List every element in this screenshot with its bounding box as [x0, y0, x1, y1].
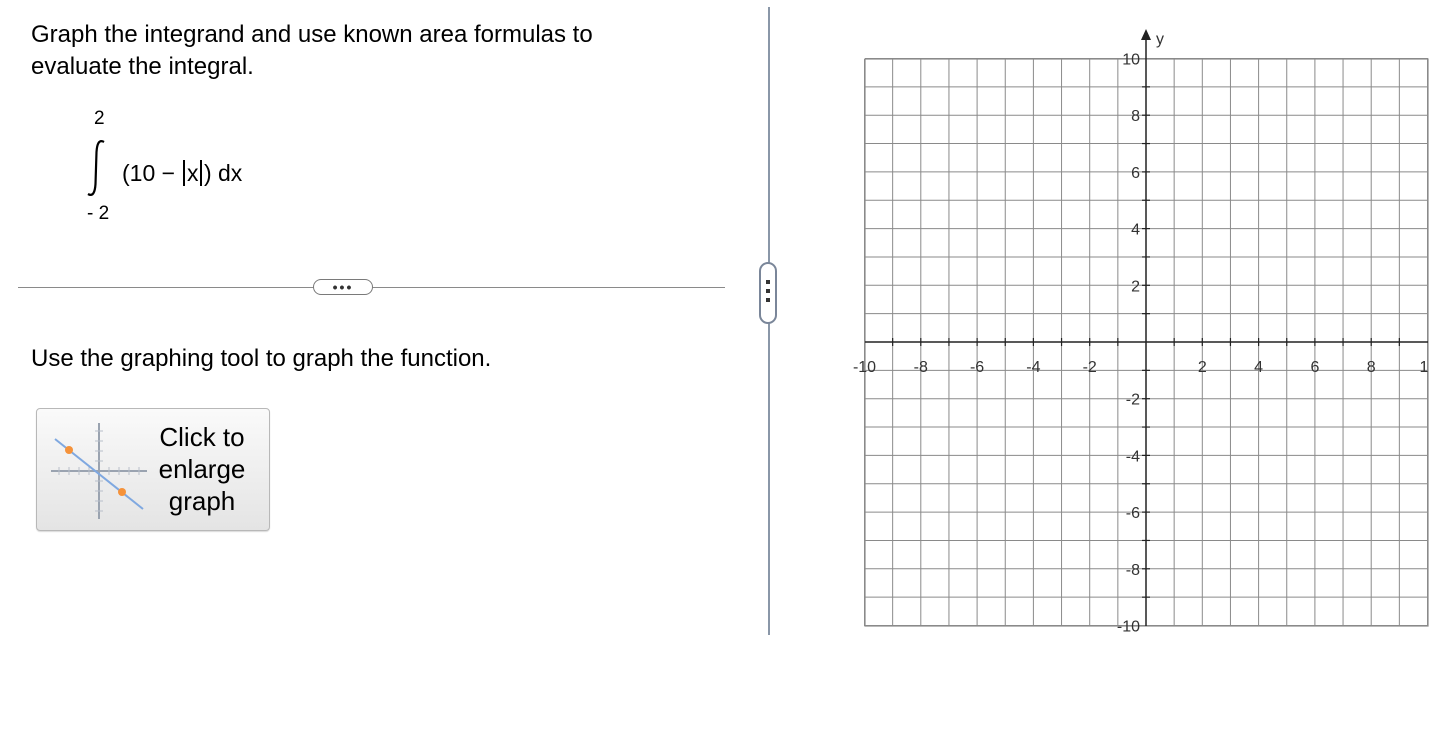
y-tick-label: 8: [1131, 108, 1140, 126]
integrand-variable: x: [186, 160, 199, 186]
x-tick-label: 2: [1197, 359, 1207, 376]
x-tick-label: 6: [1310, 359, 1320, 376]
y-tick-label: 2: [1131, 278, 1140, 296]
y-tick-label: -10: [1116, 618, 1140, 636]
integral-lower-limit: - 2: [87, 203, 110, 224]
y-tick-label: -2: [1125, 391, 1140, 409]
x-tick-label: 4: [1254, 359, 1264, 376]
integrand-suffix: ) dx: [203, 160, 243, 186]
question-instructions: Graph the integrand and use known area formulas to evaluate the integral.: [31, 21, 593, 80]
y-tick-label: -6: [1125, 505, 1140, 523]
integral-upper-limit: 2: [94, 108, 105, 129]
y-tick-label: 10: [1122, 51, 1140, 69]
x-tick-label: -8: [913, 359, 928, 376]
graph-prompt: Use the graphing tool to graph the function.: [31, 345, 492, 372]
y-tick-label: 6: [1131, 164, 1140, 182]
x-tick-label: 8: [1366, 359, 1376, 376]
y-tick-label: -4: [1125, 448, 1140, 466]
x-tick-label: -4: [1026, 359, 1041, 376]
enlarge-graph-label: Click to enlarge graph: [158, 422, 246, 516]
y-tick-label: -8: [1125, 561, 1140, 579]
y-tick-label: 4: [1131, 221, 1140, 239]
x-tick-label: -2: [1082, 359, 1097, 376]
x-tick-label: -6: [969, 359, 985, 376]
y-axis-arrow-icon: [1141, 29, 1151, 40]
x-tick-label: -10: [852, 359, 877, 376]
x-tick-label: 1: [1419, 359, 1429, 376]
expand-more-button[interactable]: •••: [313, 279, 373, 295]
integrand-prefix: (10 −: [122, 160, 176, 186]
y-axis-label: y: [1156, 31, 1164, 48]
